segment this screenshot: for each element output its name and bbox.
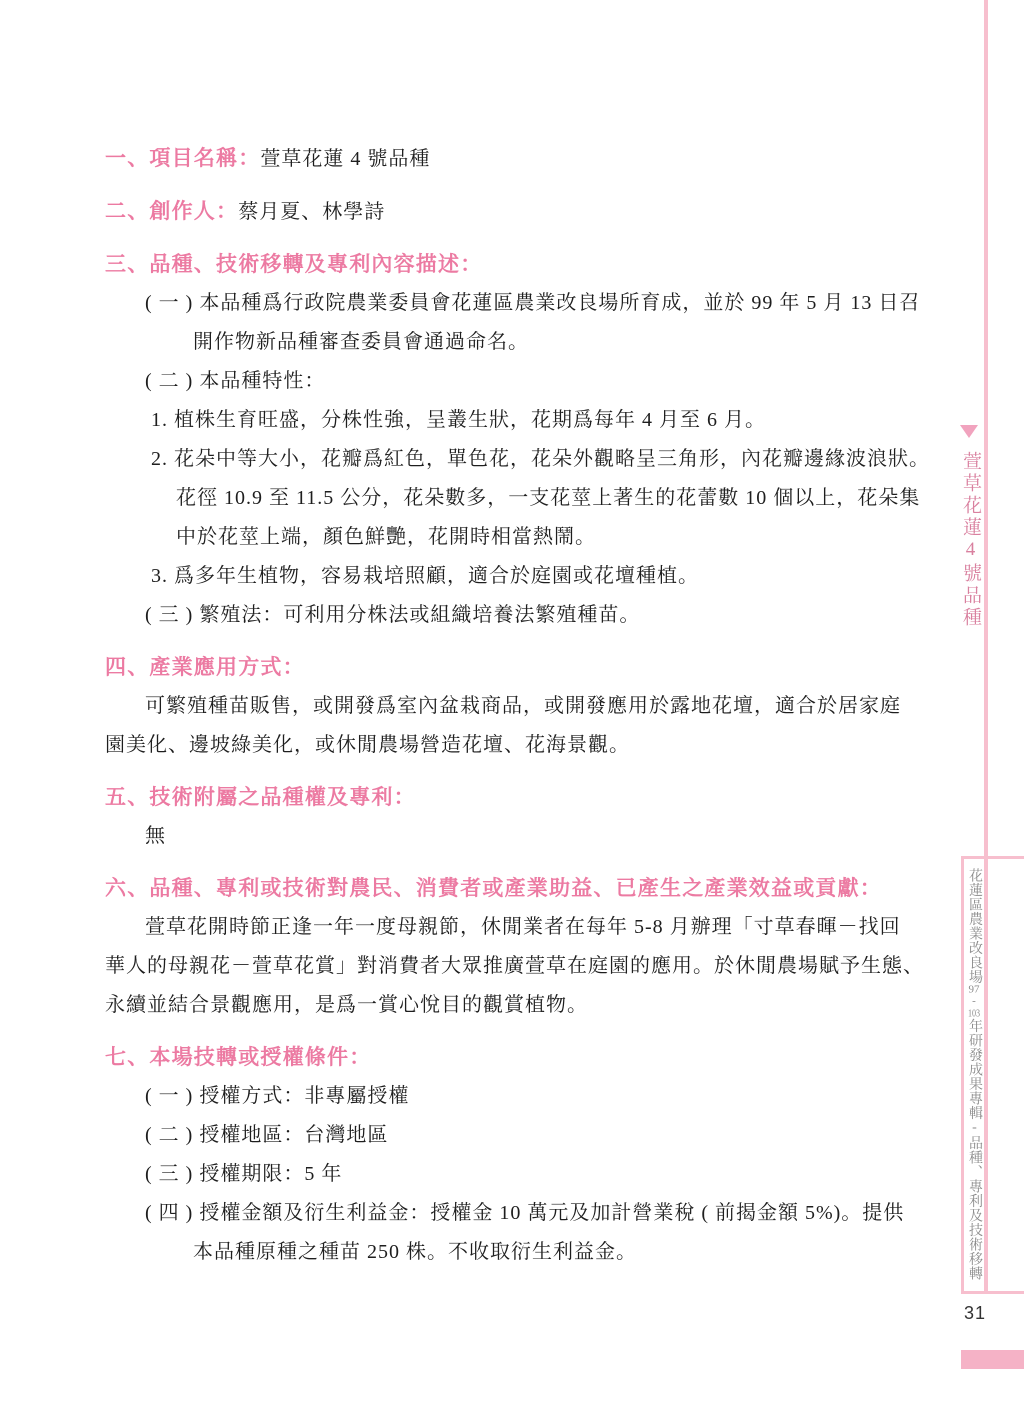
page-body — [105, 126, 940, 1272]
text-line: ( 一 ) 本品種爲行政院農業委員會花蓮區農業改良場所育成，並於 99 年 5 月 13 日召 — [145, 292, 921, 314]
text-line: 1. 植株生育旺盛，分株性強，呈叢生狀，花期爲每年 4 月至 6 月。 — [151, 409, 766, 431]
text-line: ( 四 ) 授權金額及衍生利益金：授權金 10 萬元及加計營業稅 ( 前揭金額 5%)。提供 — [145, 1202, 905, 1224]
text-line: 開作物新品種審查委員會通過命名。 — [193, 331, 529, 353]
section-heading-value: 萱草花蓮 4 號品種 — [260, 148, 431, 170]
section-heading-label: 三、品種、技術移轉及專利內容描述： — [105, 253, 483, 276]
publication-year-start: 97 — [968, 984, 980, 996]
publication-title-part2: 年研發成果專輯-品種、專利及技術移轉 — [967, 1018, 982, 1281]
text-line: ( 三 ) 繁殖法：可利用分株法或組織培養法繁殖種苗。 — [145, 604, 641, 626]
section-heading — [105, 139, 940, 179]
section-heading — [105, 1038, 940, 1077]
section-heading-label: 七、本場技轉或授權條件： — [105, 1046, 372, 1069]
publication-title — [961, 868, 987, 1281]
text-line: 永續並結合景觀應用，是爲一賞心悅目的觀賞植物。 — [105, 994, 588, 1016]
publication-year-end: 103 — [967, 1007, 981, 1019]
text-line: ( 二 ) 本品種特性： — [145, 370, 326, 392]
publication-year-dash: - — [968, 995, 980, 1008]
text-line: ( 二 ) 授權地區：台灣地區 — [145, 1124, 389, 1146]
chapter-tab-label: 萱草花蓮4號品種 — [960, 451, 981, 629]
text-line: ( 三 ) 授權期限：5 年 — [145, 1163, 343, 1185]
publication-title-box — [961, 858, 987, 1291]
section-heading — [105, 778, 940, 817]
text-line: 本品種原種之種苗 250 株。不收取衍生利益金。 — [193, 1241, 637, 1263]
section-heading — [105, 192, 940, 232]
section-heading-label: 四、產業應用方式： — [105, 656, 305, 679]
text-line: 萱草花開時節正逢一年一度母親節，休閒業者在每年 5-8 月辦理「寸草春暉－找回 — [145, 916, 901, 938]
section-heading-label: 二、創作人： — [105, 200, 239, 223]
corner-bar — [961, 1350, 1024, 1369]
sidebar-box-bottom-rule — [961, 1291, 1024, 1294]
text-line: 華人的母親花－萱草花賞」對消費者大眾推廣萱草在庭園的應用。於休閒農場賦予生態、 — [105, 955, 924, 977]
text-line: 園美化、邊坡綠美化，或休閒農場營造花壇、花海景觀。 — [105, 734, 630, 756]
text-line: 無 — [145, 825, 166, 847]
section-heading-label: 六、品種、專利或技術對農民、消費者或產業助益、已產生之產業效益或貢獻： — [105, 877, 882, 900]
text-line: 花徑 10.9 至 11.5 公分，花朵數多，一支花莖上著生的花蕾數 10 個以上，花朵集 — [176, 487, 921, 509]
section-heading-label: 五、技術附屬之品種權及專利： — [105, 786, 416, 809]
section-heading-label: 一、項目名稱： — [105, 147, 261, 170]
triangle-down-icon — [960, 425, 978, 438]
section-heading — [105, 648, 940, 687]
text-line: 2. 花朵中等大小，花瓣爲紅色，單色花，花朵外觀略呈三角形，內花瓣邊緣波浪狀。 — [151, 448, 930, 470]
text-line: 可繁殖種苗販售，或開發爲室內盆栽商品，或開發應用於露地花壇，適合於居家庭 — [145, 695, 901, 717]
section-heading — [105, 245, 940, 284]
text-line: ( 一 ) 授權方式：非專屬授權 — [145, 1085, 410, 1107]
publication-title-part1: 花蓮區農業改良場 — [967, 868, 982, 985]
text-line: 3. 爲多年生植物，容易栽培照顧，適合於庭園或花壇種植。 — [151, 565, 699, 587]
section-heading — [105, 869, 940, 908]
section-heading-value: 蔡月夏、林學詩 — [238, 201, 386, 223]
page-number: 31 — [964, 1303, 987, 1323]
text-line: 中於花莖上端，顏色鮮艷，花開時相當熱鬧。 — [176, 526, 596, 548]
